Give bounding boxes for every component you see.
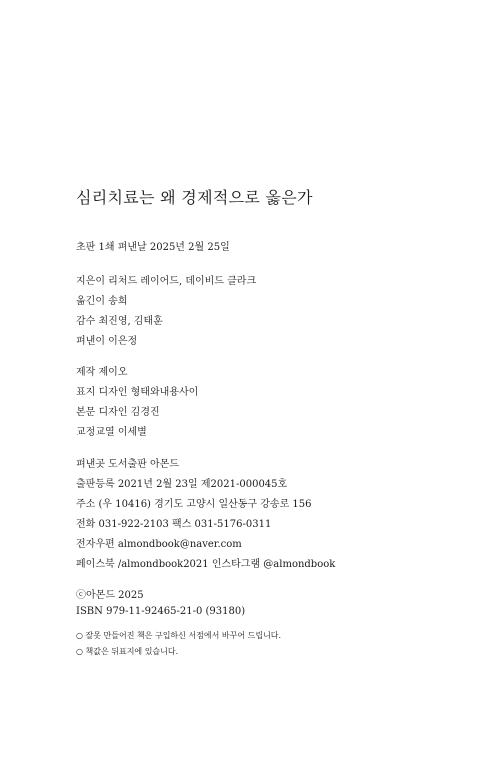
registration-line: 출판등록 2021년 2월 23일 제2021-000045호 [76,479,288,490]
isbn-line: ISBN 979-11-92465-21-0 (93180) [76,606,246,617]
body-design-line: 본문 디자인 김경진 [76,407,160,418]
note-price: ○ 책값은 뒤표지에 있습니다. [76,647,179,656]
social-line: 페이스북 /almondbook2021 인스타그램 @almondbook [76,559,336,570]
copyright-line: ⓒ아몬드 2025 [76,590,144,601]
note-exchange: ○ 잘못 만들어진 책은 구입하신 서점에서 바꾸어 드립니다. [76,631,282,640]
edition-line: 초판 1쇄 펴낸날 2025년 2월 25일 [76,242,230,253]
manufacture-line: 제작 제이오 [76,367,128,378]
publisher-person-line: 펴낸이 이은정 [76,336,138,347]
supervisor-line: 감수 최진영, 김태훈 [76,316,163,327]
phone-fax-line: 전화 031-922-2103 팩스 031-5176-0311 [76,519,272,530]
proofreading-line: 교정교열 이세별 [76,427,147,438]
book-title: 심리치료는 왜 경제적으로 옳은가 [76,188,313,207]
address-line: 주소 (우 10416) 경기도 고양시 일산동구 강송로 156 [76,499,312,510]
cover-design-line: 표지 디자인 형태와내용사이 [76,387,199,398]
author-line: 지은이 리처드 레이어드, 데이비드 클라크 [76,276,257,287]
translator-line: 옮긴이 송희 [76,296,128,307]
email-line: 전자우편 almondbook@naver.com [76,539,242,550]
publishing-house-line: 펴낸곳 도서출판 아몬드 [76,459,179,470]
